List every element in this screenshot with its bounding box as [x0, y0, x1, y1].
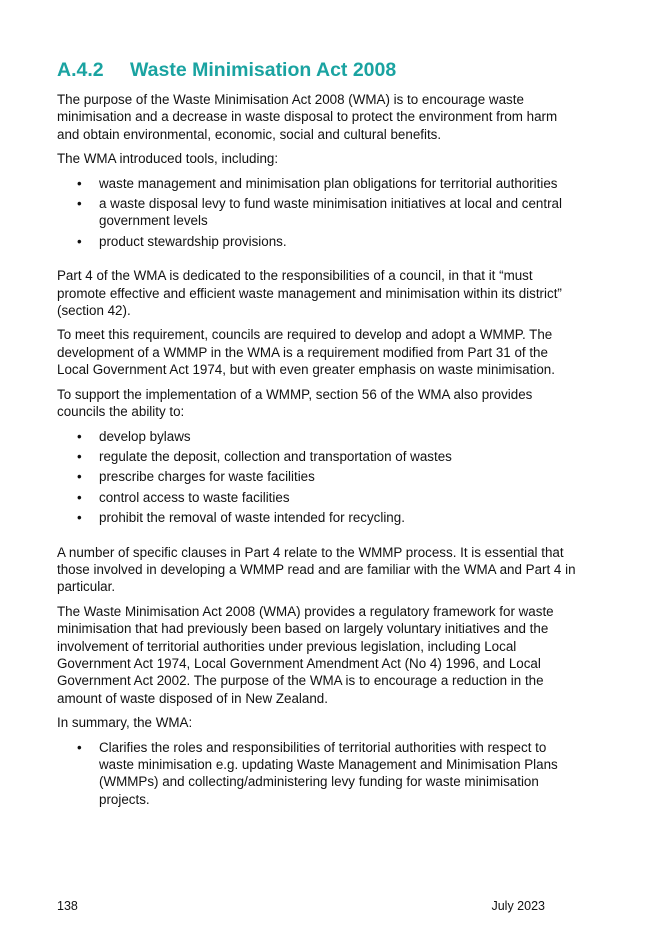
paragraph: Part 4 of the WMA is dedicated to the responsibilities of a council, in that it “must promote effective and efficient waste management and minimisation within its district” (section 42). [57, 268, 562, 319]
list-item: • waste management and minimisation plan obligations for territorial authorities [77, 175, 558, 191]
list-item: • develop bylaws [77, 428, 191, 444]
paragraph: The Waste Minimisation Act 2008 (WMA) provides a regulatory framework for waste minimisation that had previously been based on largely voluntary initiatives and the involvement of territorial authorities under previous legislation, including Local Government Act 1974, Local Government Amendment Act (No 4) 1996, and Local Government Act 2002. The purpose of the WMA is to encourage a reduction in the amount of waste disposed of in New Zealand. [57, 603, 554, 706]
tools-list [57, 175, 577, 251]
paragraph: To meet this requirement, councils are required to develop and adopt a WMMP. The development of a WMMP in the WMA is a requirement modified from Part 31 of the Local Government Act 1974, but with even greater emphasis on waste minimisation. [57, 327, 555, 378]
list-item: • Clarifies the roles and responsibilities of territorial authorities with respect to waste minimisation e.g. updating Waste Management and Minimisation Plans (WMMPs) and collecting/administering levy funding for waste minimisation projects. [77, 739, 558, 807]
list-item: • product stewardship provisions. [77, 233, 287, 249]
summary-list [57, 739, 577, 809]
bullet-icon: • [77, 469, 82, 485]
abilities-list [57, 428, 577, 527]
bullet-icon: • [77, 489, 82, 505]
paragraph: To support the implementation of a WMMP, section 56 of the WMA also provides councils the ability to: [57, 386, 533, 420]
body-text [57, 91, 577, 825]
paragraph: A number of specific clauses in Part 4 relate to the WMMP process. It is essential that those involved in developing a WMMP read and are familiar with the WMA and Part 4 in particular. [57, 544, 576, 595]
list-item: • prohibit the removal of waste intended for recycling. [77, 510, 405, 526]
section-number: A.4.2 [57, 59, 104, 81]
bullet-icon: • [77, 739, 82, 755]
paragraph: In summary, the WMA: [57, 715, 193, 731]
bullet-icon: • [77, 233, 82, 249]
list-item: • control access to waste facilities [77, 489, 290, 505]
bullet-icon: • [77, 428, 82, 444]
list-item: • a waste disposal levy to fund waste minimisation initiatives at local and central government levels [77, 196, 562, 229]
paragraph: The WMA introduced tools, including: [57, 151, 279, 167]
bullet-icon: • [77, 196, 82, 212]
paragraph: The purpose of the Waste Minimisation Act 2008 (WMA) is to encourage waste minimisation and a decrease in waste disposal to protect the environment from harm and obtain environmental, economic, social and cultural benefits. [57, 92, 558, 142]
section-title: Waste Minimisation Act 2008 [130, 59, 397, 81]
list-item: • regulate the deposit, collection and transportation of wastes [77, 448, 452, 464]
section-heading [57, 57, 396, 83]
bullet-icon: • [77, 510, 82, 526]
list-item: • prescribe charges for waste facilities [77, 469, 315, 485]
footer-date: July 2023 [491, 899, 545, 913]
bullet-icon: • [77, 448, 82, 464]
page-number: 138 [57, 899, 78, 913]
bullet-icon: • [77, 175, 82, 191]
